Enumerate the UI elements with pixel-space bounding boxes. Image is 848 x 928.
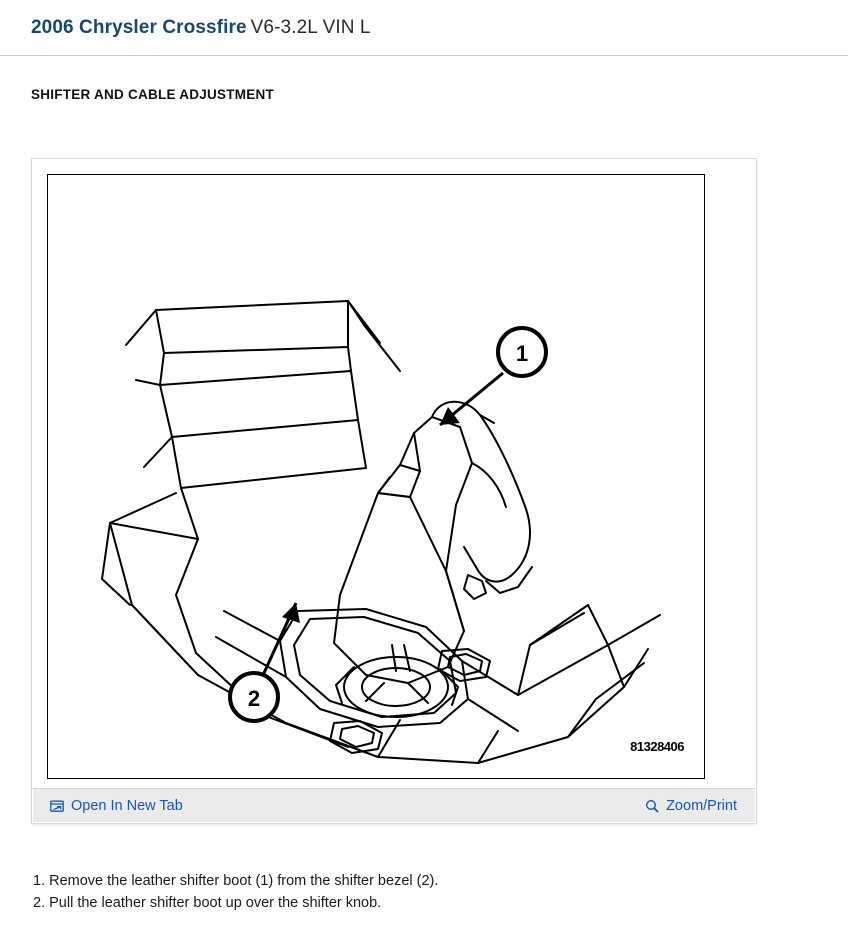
zoom-print-label: Zoom/Print — [666, 797, 737, 814]
page-header — [0, 0, 848, 56]
zoom-print-button[interactable] — [644, 798, 737, 814]
figure-card — [31, 158, 757, 824]
figure-toolbar — [33, 788, 755, 822]
step-item: 1. Remove the leather shifter boot (1) from the shifter bezel (2). — [33, 873, 439, 889]
magnifier-icon — [644, 798, 659, 813]
figure-code: 81328406 — [630, 739, 684, 754]
open-in-new-tab-button[interactable] — [49, 798, 183, 814]
vehicle-title — [31, 17, 371, 39]
step-item: 2. Pull the leather shifter boot up over the shifter knob. — [33, 895, 382, 912]
callout-1 — [440, 328, 546, 425]
procedure-steps — [33, 870, 793, 915]
page-title: SHIFTER AND CABLE ADJUSTMENT — [31, 87, 274, 102]
callout-1-label: 1 — [515, 341, 529, 366]
open-in-new-tab-label: Open In New Tab — [71, 797, 183, 814]
shifter-console-line-drawing — [48, 175, 704, 778]
figure-image — [47, 174, 705, 779]
callout-2-label: 2 — [247, 686, 261, 711]
vehicle-engine: V6-3.2L VIN L — [250, 16, 371, 38]
vehicle-model: 2006 Chrysler Crossfire — [31, 16, 247, 38]
open-in-new-tab-icon — [49, 798, 64, 813]
